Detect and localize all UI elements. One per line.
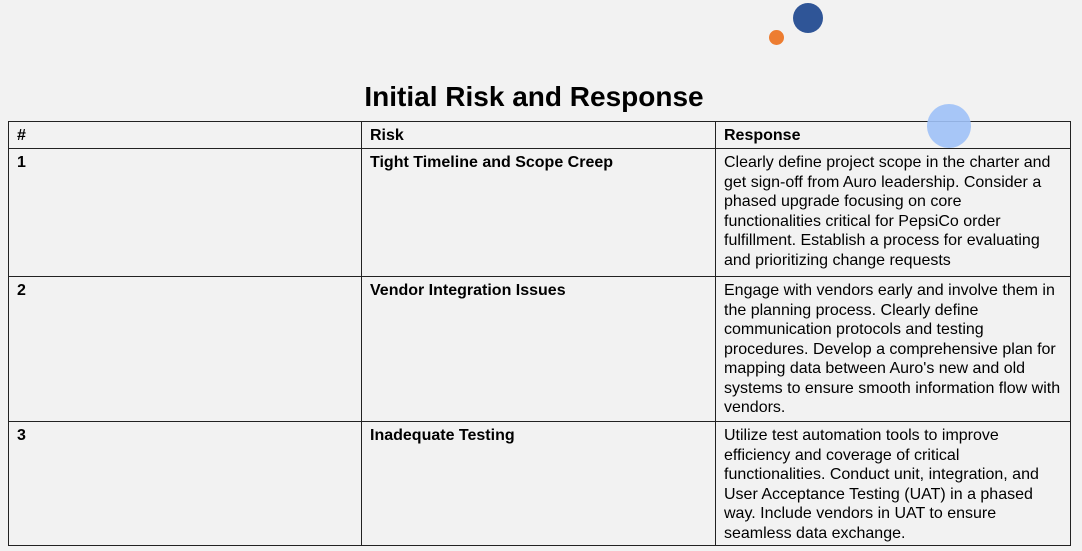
row-number: 2 — [9, 277, 362, 422]
risk-response-table — [8, 121, 1071, 546]
table-row — [9, 149, 1071, 277]
decorative-circle-orange — [769, 30, 784, 45]
row-number: 1 — [9, 149, 362, 277]
response-cell: Clearly define project scope in the charter and get sign-off from Auro leadership. Consider a phased upgrade focusing on core functionalities critical for PepsiCo order fulfillment. Establish a process for evaluating and prioritizing change requests — [716, 149, 1071, 277]
decorative-circle-light-blue — [927, 104, 971, 148]
header-risk: Risk — [362, 122, 716, 149]
header-response: Response — [716, 122, 1071, 149]
risk-cell: Tight Timeline and Scope Creep — [362, 149, 716, 277]
header-number: # — [9, 122, 362, 149]
page-title: Initial Risk and Response — [364, 81, 704, 112]
table-row — [9, 422, 1071, 546]
response-cell: Utilize test automation tools to improve efficiency and coverage of critical functionalities. Conduct unit, integration, and User Acceptance Testing (UAT) in a phased way. Include vendors in UAT to ensure seamless data exchange. — [716, 422, 1071, 546]
risk-cell: Vendor Integration Issues — [362, 277, 716, 422]
response-cell: Engage with vendors early and involve them in the planning process. Clearly define communication protocols and testing procedures. Develop a comprehensive plan for mapping data between Auro's new and old systems to ensure smooth information flow with vendors. — [716, 277, 1071, 422]
row-number: 3 — [9, 422, 362, 546]
table-row — [9, 277, 1071, 422]
table-header-row — [9, 122, 1071, 149]
decorative-circle-dark-blue — [793, 3, 823, 33]
risk-cell: Inadequate Testing — [362, 422, 716, 546]
